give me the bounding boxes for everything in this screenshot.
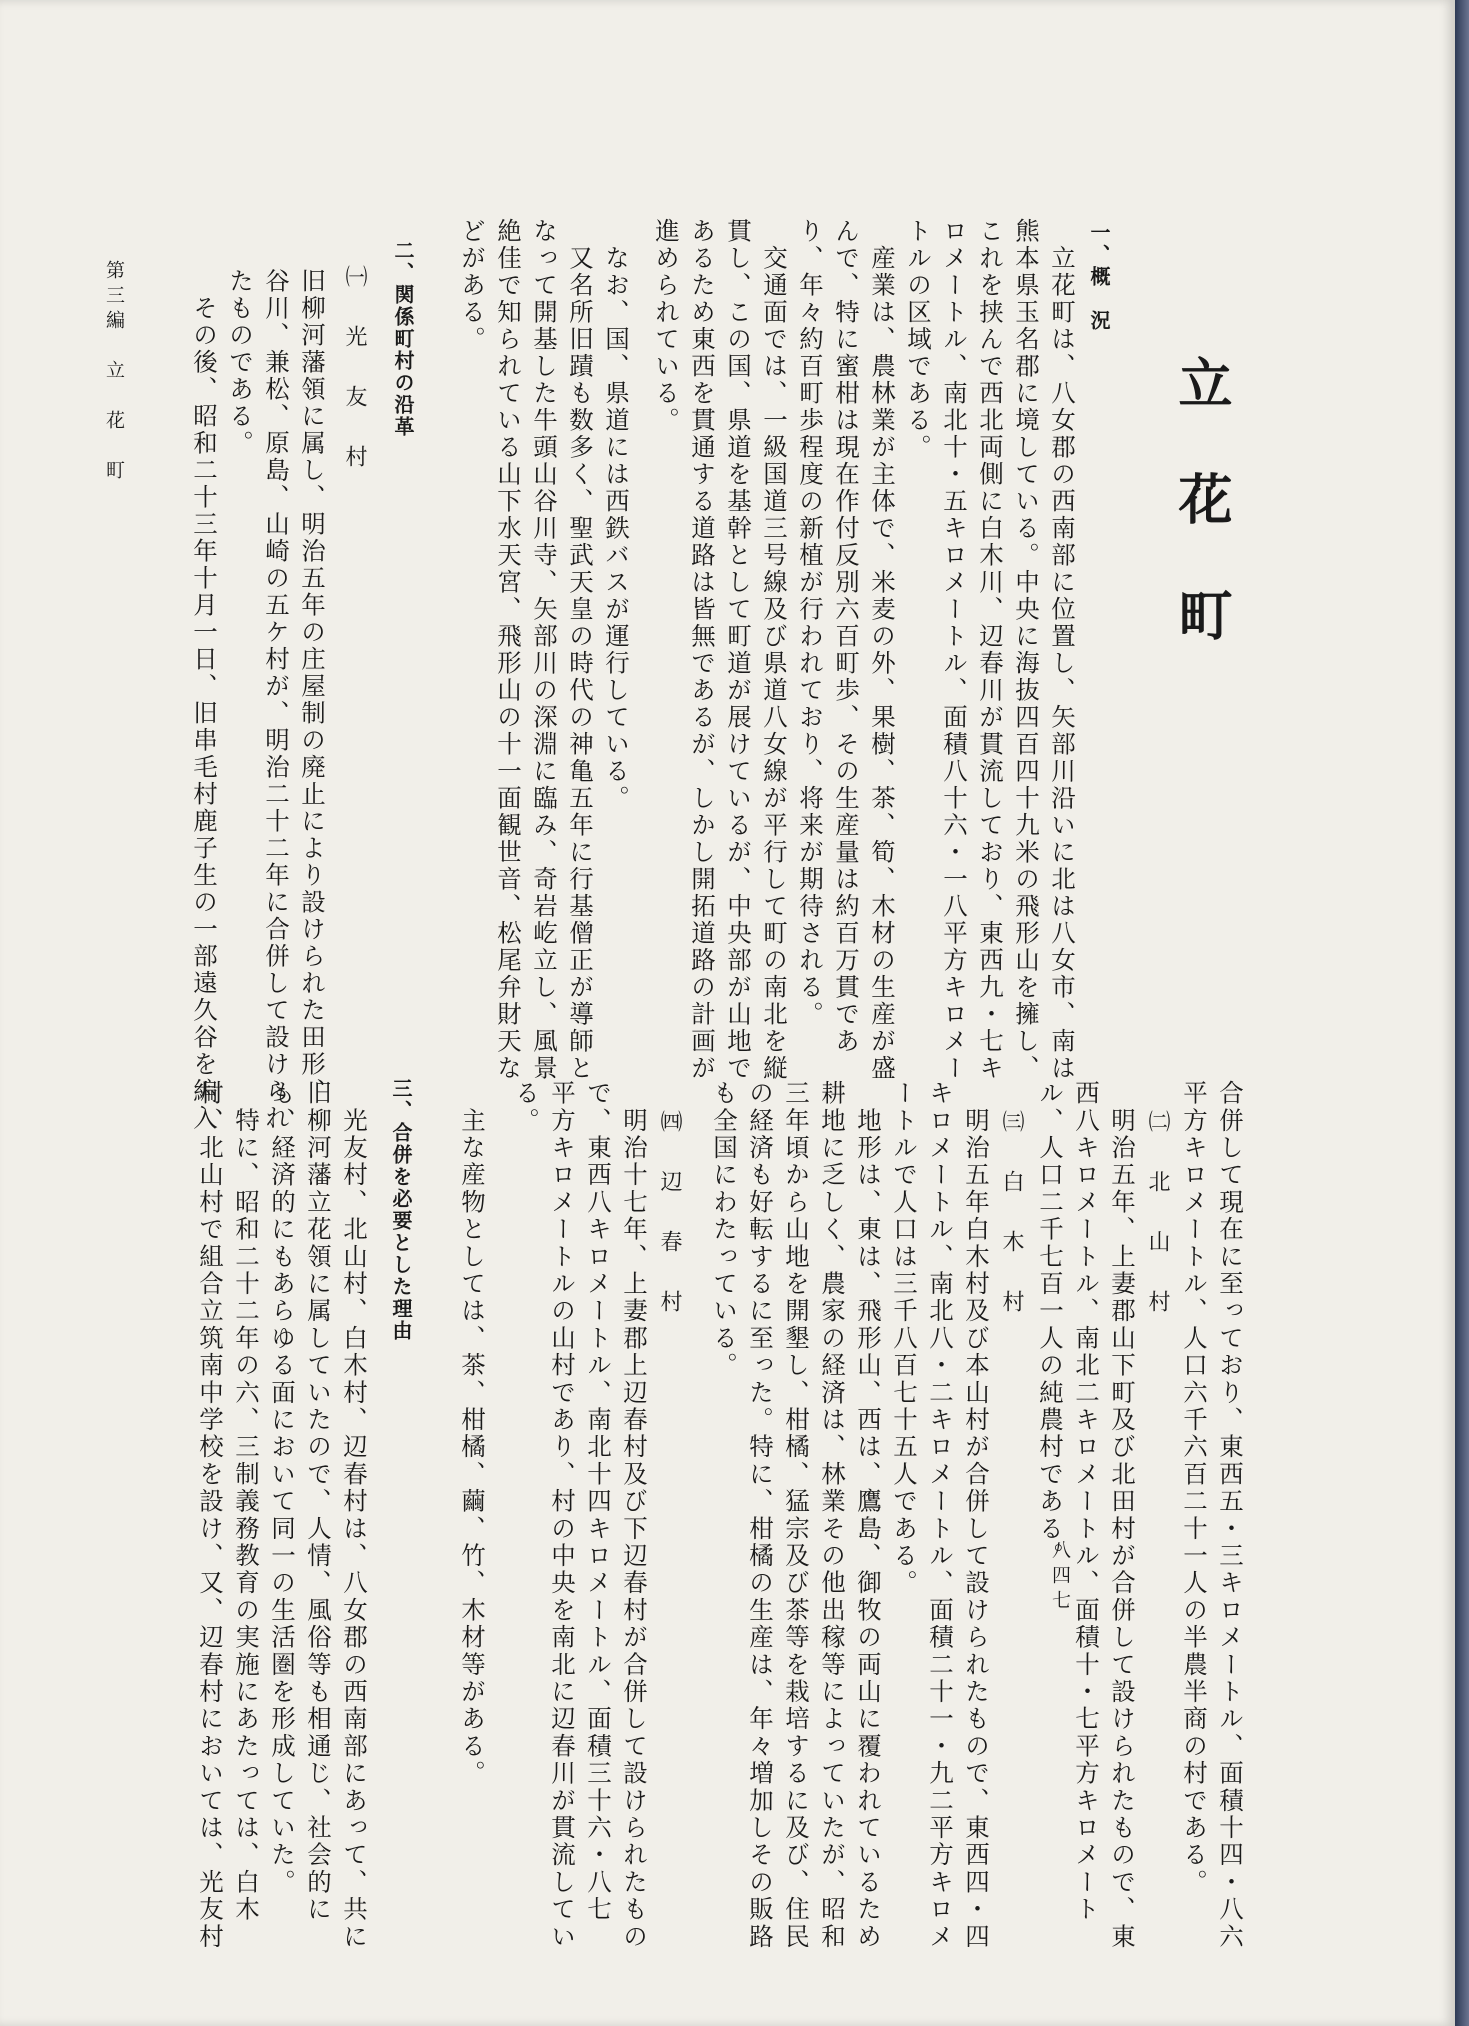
body-line: 又名所旧蹟も数多く、聖武天皇の時代の神亀五年に行基僧正が導師と	[566, 218, 595, 1082]
body-line: ル、人口二千七百一人の純農村である。	[1036, 1080, 1065, 1570]
body-line: なお、国、県道には西鉄バスが運行している。	[602, 218, 631, 812]
body-line: り、年々約百町歩程度の新植が行われており、将来が期待される。	[796, 218, 825, 1028]
body-line: 立花町は、八女郡の西南部に位置し、矢部川沿いに北は八女市、南は	[1048, 218, 1077, 1082]
body-line: 平方キロメートル、人口六千六百二十一人の半農半商の村である。	[1180, 1080, 1209, 1896]
body-line: の経済も好転するに至った。特に、柑橘の生産は、年々増加しその販路	[746, 1080, 775, 1951]
body-line: んで、特に蜜柑は現在作付反別六百町歩、その生産量は約百万貫であ	[832, 218, 861, 1055]
body-line: その後、昭和二十三年十月一日、旧串毛村鹿子生の一部遠久谷を編入	[190, 268, 219, 1132]
body-line: 交通面では、一級国道三号線及び県道八女線が平行して町の南北を縦	[760, 218, 789, 1082]
body-line: ロメートル、南北十・五キロメートル、面積八十六・一八平方キロメー	[940, 218, 969, 1082]
body-line: 主な産物としては、茶、柑橘、繭、竹、木材等がある。	[458, 1080, 487, 1788]
body-line: 旧柳河藩立花領に属していたので、人情、風俗等も相通じ、社会的に	[304, 1080, 333, 1924]
body-line: 貫し、この国、県道を基幹として町道が展けているが、中央部が山地で	[724, 218, 753, 1082]
body-line: たものである。	[226, 268, 255, 457]
body-line: あるため東西を貫通する道路は皆無であるが、しかし開拓道路の計画が	[688, 218, 717, 1082]
page-edge	[1455, 0, 1469, 2026]
body-line: これを挟んで西北両側に白木川、辺春川が貫流しており、東西九・七キ	[976, 218, 1005, 1082]
body-line: トルの区域である。	[904, 218, 933, 461]
village-subheading: ㈢ 白 木 村	[999, 1110, 1024, 1320]
body-line: 特に、昭和二十二年の六、三制義務教育の実施にあたっては、白木	[232, 1080, 261, 1924]
body-line: 村、北山村で組合立筑南中学校を設け、又、辺春村においては、光友村	[196, 1080, 225, 1951]
section-heading-2: 二、関係町村の沿革	[391, 240, 415, 438]
body-line: なって開基した牛頭山谷川寺、矢部川の深淵に臨み、奇岩屹立し、風景	[530, 218, 559, 1082]
body-line: 産業は、農林業が主体で、米麦の外、果樹、茶、筍、木材の生産が盛	[868, 218, 897, 1082]
body-line: 旧柳河藩領に属し、明治五年の庄屋制の廃止により設けられた田形、	[298, 268, 327, 1105]
page-number: 八四七	[1049, 1540, 1071, 1615]
body-line: も全国にわたっている。	[710, 1080, 739, 1380]
body-line: 熊本県玉名郡に境している。中央に海抜四百四十九米の飛形山を擁し、	[1012, 218, 1041, 1082]
chapter-footer: 第三編 立 花 町	[103, 260, 125, 485]
section-heading-3: 三、合併を必要とした理由	[389, 1078, 413, 1342]
village-subheading: ㈡ 北 山 村	[1145, 1110, 1170, 1320]
body-line: 明治十七年、上妻郡上辺春村及び下辺春村が合併して設けられたもの	[620, 1080, 649, 1951]
body-line: で、東西八キロメートル、南北十四キロメートル、面積三十六・八七	[584, 1080, 613, 1924]
body-line: 明治五年白木村及び本山村が合併して設けられたもので、東西四・四	[962, 1080, 991, 1951]
village-subheading: ㈣ 辺 春 村	[657, 1110, 682, 1320]
village-subheading: ㈠ 光 友 村	[342, 265, 367, 475]
body-line: 谷川、兼松、原島、山崎の五ケ村が、明治二十二年に合併して設けられ	[262, 268, 291, 1132]
body-line: も、経済的にもあらゆる面において同一の生活圏を形成していた。	[268, 1080, 297, 1896]
body-line: 西八キロメートル、南北二キロメートル、面積十・七平方キロメート	[1072, 1080, 1101, 1924]
body-line: 光友村、北山村、白木村、辺春村は、八女郡の西南部にあって、共に	[340, 1080, 369, 1951]
body-line: 合併して現在に至っており、東西五・三キロメートル、面積十四・八六	[1216, 1080, 1245, 1951]
page-title: 立花町	[1170, 355, 1234, 703]
body-line: ートルで人口は三千八百七十五人である。	[890, 1080, 919, 1597]
body-line: 絶佳で知られている山下水天宮、飛形山の十一面観世音、松尾弁財天な	[494, 218, 523, 1082]
section-heading-1: 一、概 況	[1087, 222, 1111, 332]
body-line: 三年頃から山地を開墾し、柑橘、猛宗及び茶等を栽培するに及び、住民	[782, 1080, 811, 1951]
body-line: 平方キロメートルの山村であり、村の中央を南北に辺春川が貫流してい	[548, 1080, 577, 1951]
body-line: 地形は、東は、飛形山、西は、鷹島、御牧の両山に覆われているため	[854, 1080, 883, 1951]
body-line: る。	[512, 1080, 541, 1135]
body-line: 進められている。	[652, 218, 681, 434]
body-line: 明治五年、上妻郡山下町及び北田村が合併して設けられたもので、東	[1108, 1080, 1137, 1951]
body-line: 耕地に乏しく、農家の経済は、林業その他出稼等によっていたが、昭和	[818, 1080, 847, 1951]
body-line: キロメートル、南北八・二キロメートル、面積二十一・九二平方キロメ	[926, 1080, 955, 1951]
body-line: どがある。	[458, 218, 487, 353]
